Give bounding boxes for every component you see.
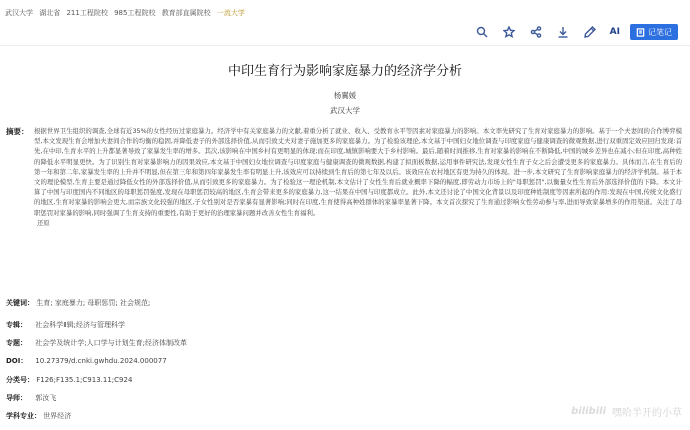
restore-link[interactable]: 还原 [37,218,50,227]
download-icon[interactable] [556,25,570,39]
topic-value: 社会学及统计学;人口学与计划生育;经济体制改革 [35,339,187,347]
paper-title: 中印生育行为影响家庭暴力的经济学分析 [227,64,462,79]
institution-tag[interactable]: 湖北省 [39,9,61,17]
advisor-label: 导师： [6,394,27,402]
discipline-label: 学科专业： [6,412,41,420]
take-notes-label: 记笔记 [648,27,672,37]
notebook-icon [636,28,645,37]
keywords-row [6,298,150,308]
doi-value[interactable]: 10.27379/d.cnki.gwhdu.2024.000077 [35,357,167,365]
watermark-text: 嘿哈半开的小草 [612,408,682,419]
watermark [571,404,682,419]
collection-value: 社会科学Ⅱ辑;经济与管理科学 [35,321,126,329]
share-icon[interactable] [529,25,543,39]
classification-row [6,375,132,385]
keywords-value[interactable]: 生育; 家庭暴力; 母职惩罚; 社会规范; [36,299,151,307]
take-notes-button[interactable] [630,24,678,40]
institution-tags [5,8,249,18]
organization-name[interactable]: 武汉大学 [330,106,360,115]
collection-label: 专辑： [6,321,27,329]
bilibili-logo: bilibili [571,406,606,417]
search-icon[interactable] [475,25,489,39]
star-icon[interactable] [502,25,516,39]
institution-tag[interactable]: 985工程院校 [114,9,156,17]
collection-row [6,320,125,330]
pen-icon[interactable] [583,25,597,39]
toolbar [475,23,678,41]
author-name[interactable]: 杨翼媛 [333,91,357,100]
discipline-value[interactable]: 世界经济 [43,412,72,420]
institution-tag[interactable]: 武汉大学 [5,9,33,17]
advisor-row [6,393,56,403]
discipline-row [6,411,71,421]
advisor-value[interactable]: 郭汝飞 [35,394,57,402]
institution-tag[interactable]: 211工程院校 [66,9,108,17]
institution-tag[interactable]: 教育部直属院校 [161,9,211,17]
ai-button[interactable]: AI [609,27,620,37]
doi-label: DOI： [6,357,28,365]
classification-value: F126;F135.1;C913.11;C924 [36,376,133,384]
abstract-label: 摘要： [6,127,29,136]
classification-label: 分类号： [6,376,34,384]
doi-row [6,356,167,366]
topic-row [6,338,187,348]
top-bar [0,0,690,46]
abstract-body: 根据世界卫生组织的调查,全球有近35%的女性经历过家庭暴力。经济学中有关家庭暴力的文献,着重分析了就业、收入、受教育水平等因素对家庭暴力的影响。本文率先研究了生育对家庭暴力的影响。基于一个夫妻间的合作博弈模型,本文发现生育会增加夫妻间合作的均衡的稳固,并降低妻子的外部选择价值,从而引致丈夫对妻子施加更多的家庭暴力。为了检验该理论,本文基于中国妇女地位调查与印度家庭与健康调查的微观数据,进行双重固定效应回归发现:首先,在中印,生育水平的上升都显著导致了家暴发生率的增多。其次,该影响在中国乡村有更明显的体现;而在印度,城镇影响要大于乡村影响。最后,随着时间推移,生育对家暴的影响在不断降低,中国的城乡差异也在减小;但在印度,高种姓的降低水平明显更快。为了识别生育对家暴影响力的因果效应,本文基于中国妇女地位调查与印度家庭与健康调查的微观数据,构建了拟面板数据,运用事件研究法,发现女性生育子女之后会遭受更多的家庭暴力。具体而言,在生育后的第一年和第二年,家暴发生率的上升并不明显,但在第三年和第四年家暴发生率有明显上升,该效应可以持续到生育后的第七年及以后。该效应在农村地区有更为持久的体现。进一步,本文研究了生育影响家庭暴力的经济学机制。基于本文的理论模型,生育主要是通过降低女性的外部选择价值,从而引致更多的家庭暴力。为了检验这一理论机制,本文估计了女性生育后就业概率下降的幅度,即劳动力市场上的"母职惩罚",以衡量女性生育后外部选择价值的下降。本文计算了中国与印度国内不同地区的母职惩罚强度,发现在母职惩罚较高的地区,生育会带来更多的家庭暴力,这一结果在中国与印度都成立。此外,本文还讨论了中国文化背景以及印度种姓制度等因素所起的作用:发现在中国,传统文化盛行的地区,生育对家暴的影响会更大,而宗族文化较强的地区,子女性别对是否家暴有显著影响;同时在印度,生育使得高种姓群体的家暴率显著下降。本文首次探究了生育通过影响女性劳动参与率,进而导致家暴增多的作用渠道。关注了母职惩罚对家暴的影响,同时强调了生育支持的重要性,有助于更好的治理家暴问题并改善女性生育福利。 [34,127,682,217]
keywords-label: 关键词： [6,299,34,307]
abstract-text [34,126,682,228]
topic-label: 专题： [6,339,27,347]
institution-tag-first-class[interactable]: 一流大学 [216,9,245,17]
